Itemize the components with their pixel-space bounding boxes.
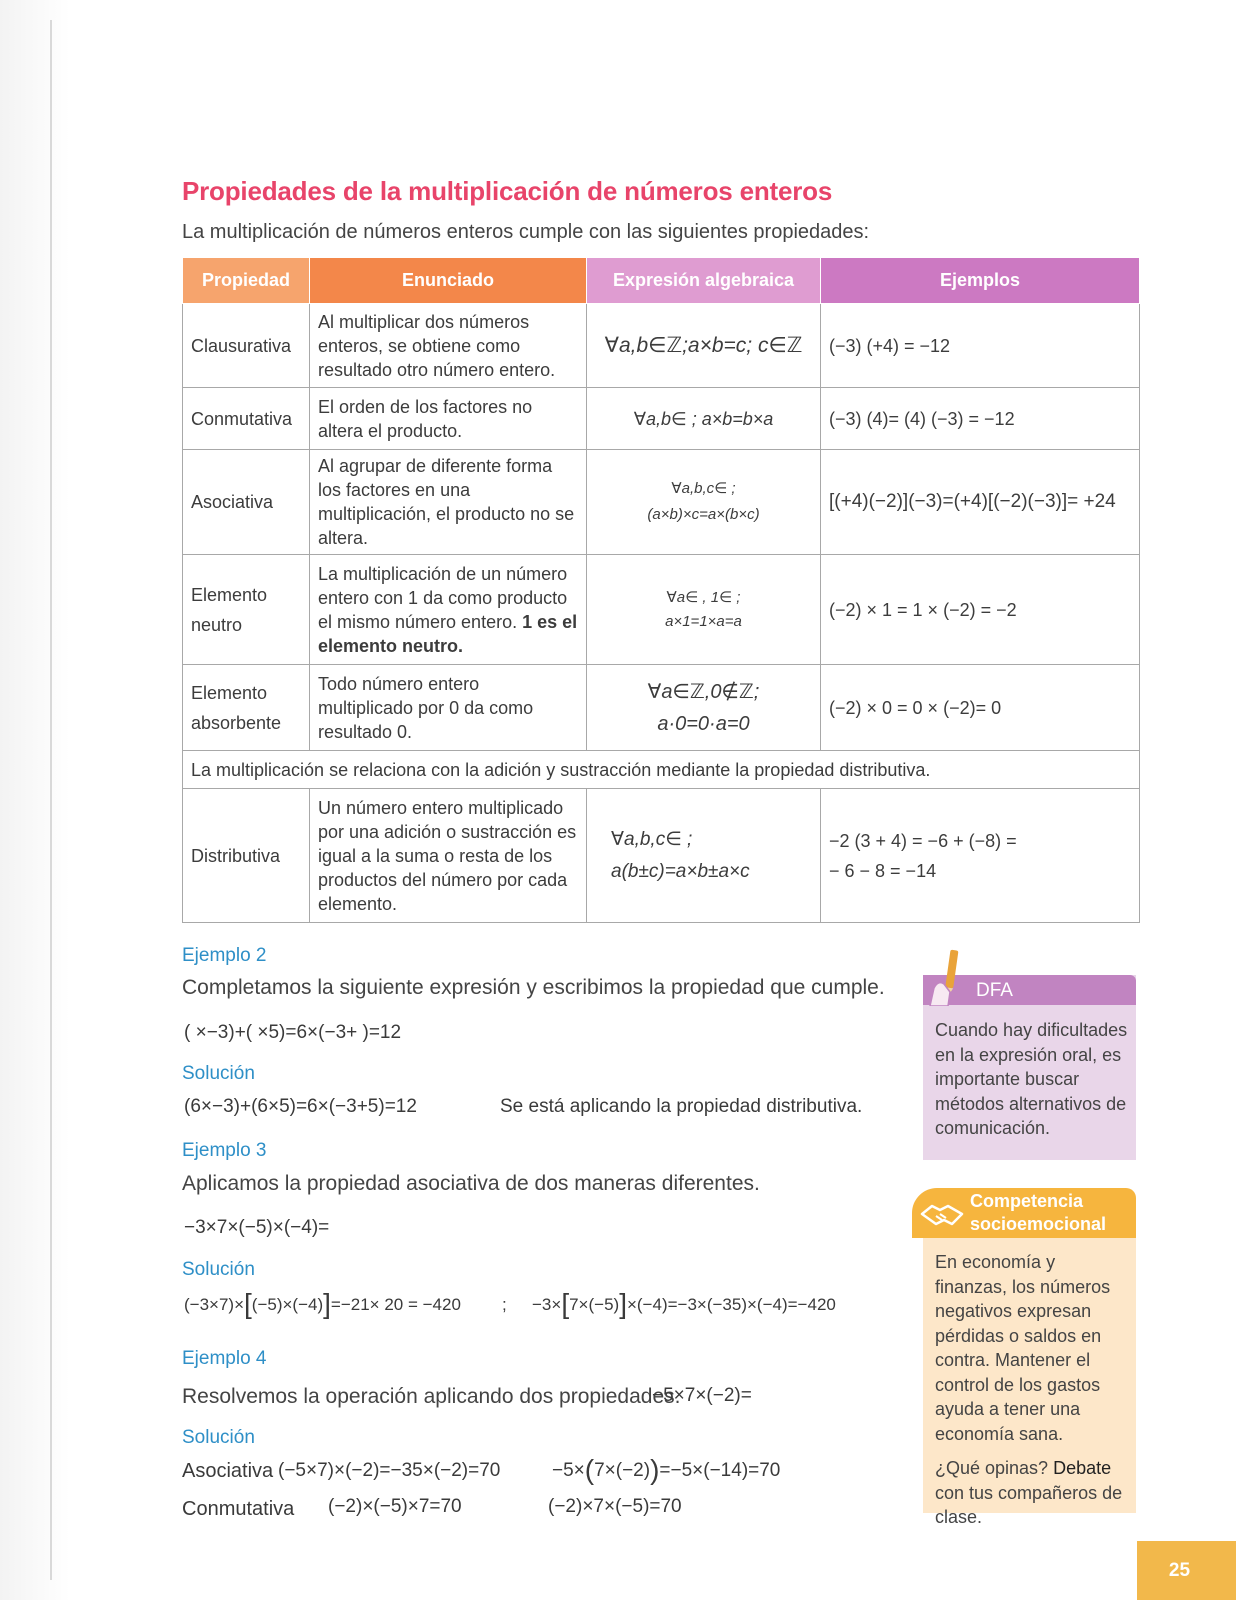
sol-b-part-2: 7×(−5) <box>569 1295 620 1314</box>
cell-ejemplo: [(+4)(−2)](−3)=(+4)[(−2)(−3)]= +24 <box>821 450 1140 555</box>
cell-enunciado: Todo número entero multiplicado por 0 da como resultado 0. <box>310 665 587 751</box>
ejemplo-4-label: Ejemplo 4 <box>182 1348 267 1369</box>
cell-propiedad: Distributiva <box>183 789 310 923</box>
competencia-title-line-2: socioemocional <box>970 1214 1107 1234</box>
ejemplo-2-label: Ejemplo 2 <box>182 945 267 966</box>
enunciado-text: La multiplicación de un número entero con 1 da como producto el mismo número entero. <box>318 563 568 632</box>
competencia-text <box>935 1250 1131 1530</box>
asoc-part-3: =−5×(−14)=70 <box>659 1460 781 1481</box>
cell-expresion <box>587 665 821 751</box>
table-header-row <box>183 258 1140 304</box>
cell-expresion <box>587 789 821 923</box>
paren-close: ) <box>650 1454 660 1485</box>
table-row <box>183 665 1140 751</box>
paren-open: ( <box>584 1454 595 1485</box>
ejemplo-line-2: − 6 − 8 = −14 <box>829 860 937 881</box>
cell-ejemplo: (−2) × 1 = 1 × (−2) = −2 <box>821 555 1140 665</box>
expresion-line-1: ∀a,b,c∈ ; <box>671 480 736 497</box>
competencia-question <box>935 1456 1131 1530</box>
ejemplo-2-solution-label: Solución <box>182 1063 255 1084</box>
ejemplo-3-separator: ; <box>502 1295 507 1314</box>
bracket-close: ] <box>619 1288 627 1319</box>
cell-propiedad <box>183 665 310 751</box>
sol-a-part-3: =−21× 20 = −420 <box>330 1295 461 1314</box>
expresion-line-2: a·0=0·a=0 <box>657 712 750 735</box>
expresion-line-2: a(b±c)=a×b±a×c <box>611 860 750 882</box>
cell-enunciado: Al multiplicar dos números enteros, se obtiene como resultado otro número entero. <box>310 304 587 388</box>
ejemplo-3-solution-a <box>184 1288 461 1319</box>
cell-expresion <box>587 555 821 665</box>
properties-table <box>182 257 1140 923</box>
asociativa-label: Asociativa <box>182 1460 274 1482</box>
table-row <box>183 751 1140 789</box>
table-row <box>183 789 1140 923</box>
cell-expresion: ∀a,b∈ ; a×b=b×a <box>587 388 821 450</box>
propiedad-line-2: absorbente <box>191 712 282 733</box>
bracket-open: [ <box>244 1288 252 1319</box>
expresion-line-1: ∀a∈ℤ,0∉ℤ; <box>647 680 760 703</box>
question-rest: con tus compañeros de clase. <box>935 1482 1123 1527</box>
expresion-line-2: (a×b)×c=a×(b×c) <box>647 506 760 523</box>
bracket-open: [ <box>561 1288 570 1319</box>
cell-propiedad: Clausurativa <box>183 304 310 388</box>
page-edge <box>0 0 70 1600</box>
ejemplo-3-solution-b <box>532 1288 836 1319</box>
cell-enunciado <box>310 555 587 665</box>
ejemplo-2-solution-note: Se está aplicando la propiedad distributiva. <box>500 1096 863 1117</box>
asociativa-solution-1: (−5×7)×(−2)=−35×(−2)=70 <box>278 1460 501 1481</box>
ejemplo-line-1: −2 (3 + 4) = −6 + (−8) = <box>829 830 1017 851</box>
asoc-part-1: −5× <box>552 1460 585 1481</box>
sol-b-part-3: ×(−4)=−3×(−35)×(−4)=−420 <box>626 1295 836 1314</box>
expresion-line-1: ∀a,b,c∈ ; <box>611 828 693 850</box>
propiedad-line-2: neutro <box>191 614 243 635</box>
cell-ejemplo: (−2) × 0 = 0 × (−2)= 0 <box>821 665 1140 751</box>
ejemplo-2-solution: (6×−3)+(6×5)=6×(−3+5)=12 <box>184 1096 417 1117</box>
sol-a-part-2: (−5)×(−4) <box>251 1295 324 1314</box>
cell-enunciado: El orden de los factores no altera el producto. <box>310 388 587 450</box>
table-row <box>183 388 1140 450</box>
header-propiedad: Propiedad <box>183 258 310 304</box>
conmutativa-label: Conmutativa <box>182 1498 295 1520</box>
question-debate: Debate <box>1053 1458 1112 1478</box>
asoc-part-2: 7×(−2) <box>594 1460 651 1481</box>
handshake-icon <box>918 1196 966 1232</box>
competencia-title <box>970 1190 1106 1236</box>
page-title: Propiedades de la multiplicación de números enteros <box>182 176 833 206</box>
ejemplo-4-solution-label: Solución <box>182 1427 255 1448</box>
bracket-close: ] <box>323 1288 331 1319</box>
header-expresion: Expresión algebraica <box>587 258 821 304</box>
asociativa-solution-2 <box>552 1454 781 1485</box>
question-text: ¿Qué opinas? <box>935 1458 1049 1478</box>
cell-enunciado: Un número entero multiplicado por una adición o sustracción es igual a la suma o resta de los productos del número por cada elemento. <box>310 789 587 923</box>
expresion-line-2: a×1=1×a=a <box>665 612 742 630</box>
page-number: 25 <box>1137 1541 1236 1600</box>
competencia-paragraph: En economía y finanzas, los números negativos expresan pérdidas o saldos en contra. Mantener el control de los gastos ayuda a tener una economía sana. <box>935 1252 1111 1444</box>
table-row <box>183 555 1140 665</box>
cell-expresion: ∀a,b∈ℤ;a×b=c; c∈ℤ <box>587 304 821 388</box>
cell-ejemplo <box>821 789 1140 923</box>
intro-text: La multiplicación de números enteros cumple con las siguientes propiedades: <box>182 221 870 243</box>
table-row <box>183 304 1140 388</box>
header-ejemplos: Ejemplos <box>821 258 1140 304</box>
conmutativa-solution-1: (−2)×(−5)×7=70 <box>328 1496 462 1517</box>
enunciado-bold: 1 es el elemento neutro. <box>318 611 578 656</box>
conmutativa-solution-2: (−2)×7×(−5)=70 <box>548 1496 682 1517</box>
dfa-text: Cuando hay dificultades en la expresión oral, es importante buscar métodos alternativos de comunicación. <box>935 1020 1128 1138</box>
competencia-title-line-1: Competencia <box>970 1191 1084 1211</box>
ejemplo-3-solution-label: Solución <box>182 1259 255 1280</box>
sol-a-part-1: (−3×7)× <box>184 1295 245 1314</box>
ejemplo-3-text: Aplicamos la propiedad asociativa de dos maneras diferentes. <box>182 1172 760 1195</box>
ejemplo-3-expression: −3×7×(−5)×(−4)= <box>184 1217 330 1238</box>
ejemplo-4-expression: −5×7×(−2)= <box>652 1385 752 1406</box>
distributive-note: La multiplicación se relaciona con la adición y sustracción mediante la propiedad distributiva. <box>183 751 1140 789</box>
pencil-hand-icon <box>924 948 968 1006</box>
cell-propiedad: Conmutativa <box>183 388 310 450</box>
cell-propiedad: Asociativa <box>183 450 310 555</box>
expresion-line-1: ∀a∈ , 1∈ ; <box>666 588 741 606</box>
header-enunciado: Enunciado <box>310 258 587 304</box>
table-row <box>183 450 1140 555</box>
propiedad-line-1: Elemento <box>191 584 268 605</box>
propiedad-line-1: Elemento <box>191 682 268 703</box>
sol-b-part-1: −3× <box>532 1295 562 1314</box>
cell-ejemplo: (−3) (4)= (4) (−3) = −12 <box>821 388 1140 450</box>
cell-propiedad <box>183 555 310 665</box>
cell-ejemplo: (−3) (+4) = −12 <box>821 304 1140 388</box>
ejemplo-2-expression: ( ×−3)+( ×5)=6×(−3+ )=12 <box>184 1022 402 1043</box>
dfa-title: DFA <box>976 980 1013 1001</box>
ejemplo-3-label: Ejemplo 3 <box>182 1140 267 1161</box>
ejemplo-4-text: Resolvemos la operación aplicando dos propiedades. <box>182 1385 681 1408</box>
ejemplo-2-text: Completamos la siguiente expresión y escribimos la propiedad que cumple. <box>182 976 885 999</box>
cell-expresion <box>587 450 821 555</box>
cell-enunciado: Al agrupar de diferente forma los factores en una multiplicación, el producto no se altera. <box>310 450 587 555</box>
